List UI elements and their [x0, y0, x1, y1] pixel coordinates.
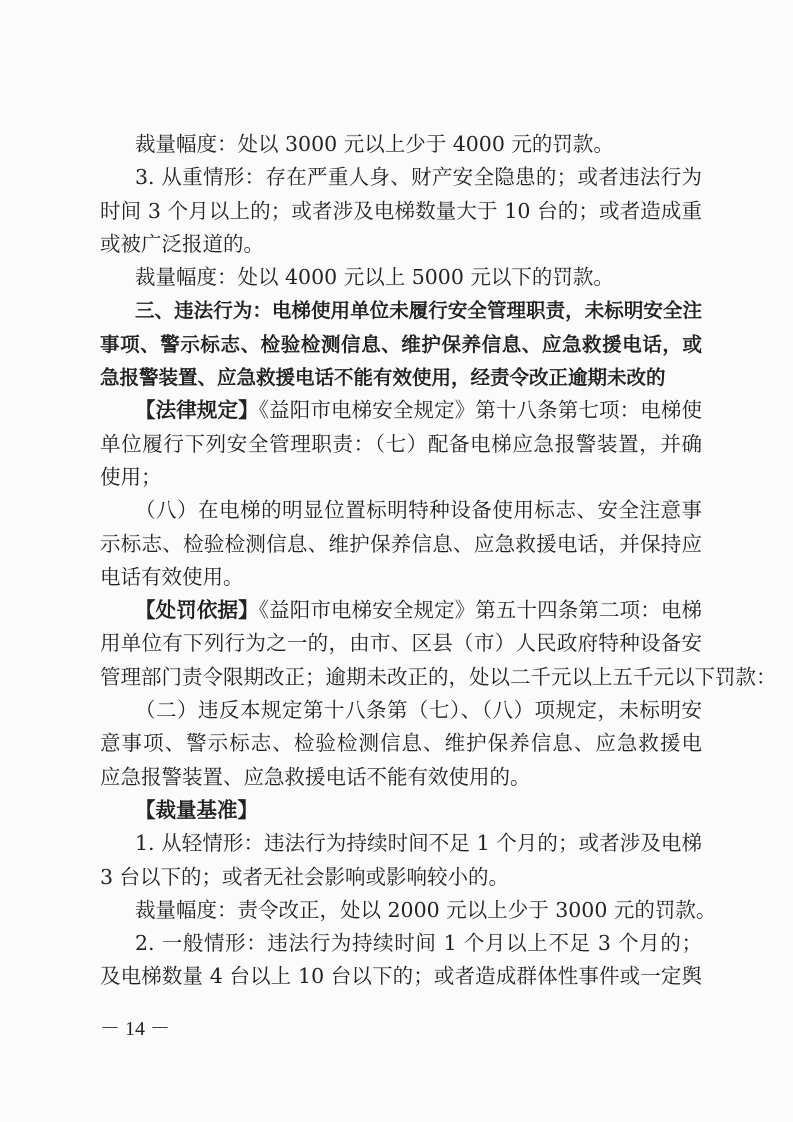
- text-line: [100, 528, 702, 561]
- paragraph: [100, 694, 702, 794]
- paragraph: [100, 594, 777, 694]
- text-line: [100, 727, 702, 760]
- line-text: 用单位有下列行为之一的，由市、区县（市）人民政府特种设备安: [100, 631, 702, 656]
- paragraph: [100, 294, 702, 394]
- text-line: [100, 394, 702, 427]
- line-text: 管理部门责令限期改正；逾期未改正的，处以二千元以上五千元以下罚款：: [100, 664, 777, 689]
- text-line: [100, 561, 702, 594]
- text-line: [100, 361, 702, 394]
- page-number: － 14 －: [100, 1018, 170, 1040]
- line-text: 裁量幅度：处以 4000 元以上 5000 元以下的罚款。: [135, 265, 614, 290]
- text-line: [100, 294, 702, 327]
- line-text: 《益阳市电梯安全规定》第五十四条第二项：电梯: [258, 598, 702, 623]
- text-line: [100, 661, 777, 694]
- line-text: 时间 3 个月以上的；或者涉及电梯数量大于 10 台的；或者造成重: [100, 198, 702, 223]
- text-line: [100, 761, 702, 794]
- line-text: 裁量幅度：责令改正，处以 2000 元以上少于 3000 元的罚款。: [135, 897, 717, 922]
- text-line: [100, 228, 702, 261]
- text-line: [100, 461, 702, 494]
- text-line: [100, 428, 702, 461]
- text-line: [100, 861, 702, 894]
- paragraph: [100, 827, 702, 894]
- text-line: [100, 261, 702, 294]
- line-text: 使用；: [100, 464, 162, 489]
- line-text: 意事项、警示标志、检验检测信息、维护保养信息、应急救援电: [100, 731, 702, 756]
- paragraph: [100, 794, 702, 827]
- line-text: 3 台以下的；或者无社会影响或影响较小的。: [100, 864, 510, 889]
- line-text: 示标志、检验检测信息、维护保养信息、应急救援电话，并保持应: [100, 531, 702, 556]
- text-line: [100, 827, 702, 860]
- line-text: （二）违反本规定第十八条第（七）、（八）项规定，未标明安: [135, 698, 702, 723]
- line-text: 应急报警装置、应急救援电话不能有效使用的。: [100, 764, 531, 789]
- line-text: 急报警装置、应急救援电话不能有效使用，经责令改正逾期未改的: [100, 366, 666, 390]
- text-line: [100, 794, 702, 827]
- text-line: [100, 195, 702, 228]
- text-line: [100, 694, 702, 727]
- text-line: [100, 927, 702, 960]
- line-text: 三、违法行为：电梯使用单位未履行安全管理职责，未标明安全注: [135, 299, 702, 323]
- line-text: 及电梯数量 4 台以上 10 台以下的；或者造成群体性事件或一定舆: [100, 964, 702, 989]
- paragraph: [100, 894, 717, 927]
- line-text: 或被广泛报道的。: [100, 231, 264, 256]
- section-label: 【法律规定】: [135, 398, 259, 423]
- line-text: 3. 从重情形：存在严重人身、财产安全隐患的；或者违法行为: [135, 165, 702, 190]
- paragraph: [100, 394, 702, 494]
- paragraph: [100, 161, 702, 261]
- line-text: 事项、警示标志、检验检测信息、维护保养信息、应急救援电话，或: [100, 332, 702, 356]
- line-text: 《益阳市电梯安全规定》第十八条第七项：电梯使: [258, 398, 702, 423]
- line-text: 1. 从轻情形：违法行为持续时间不足 1 个月的；或者涉及电梯: [135, 831, 702, 856]
- section-label: 【裁量基准】: [135, 797, 258, 822]
- line-text: 裁量幅度：处以 3000 元以上少于 4000 元的罚款。: [135, 132, 614, 156]
- text-line: [100, 161, 702, 194]
- line-text: （八）在电梯的明显位置标明特种设备使用标志、安全注意事: [135, 498, 702, 523]
- section-label: 【处罚依据】: [135, 598, 259, 623]
- paragraph: [100, 128, 702, 161]
- document-body: [100, 128, 777, 994]
- paragraph: [100, 261, 702, 294]
- paragraph: [100, 927, 702, 994]
- text-line: [100, 594, 702, 627]
- paragraph: [100, 494, 702, 594]
- line-text: 电话有效使用。: [100, 564, 244, 589]
- text-line: [100, 128, 702, 161]
- line-text: 2. 一般情形：违法行为持续时间 1 个月以上不足 3 个月的；: [135, 931, 702, 956]
- text-line: [100, 960, 702, 993]
- text-line: [100, 328, 702, 361]
- line-text: 单位履行下列安全管理职责：（七）配备电梯应急报警装置，并确: [100, 431, 702, 456]
- text-line: [100, 494, 702, 527]
- text-line: [100, 894, 717, 927]
- text-line: [100, 627, 702, 660]
